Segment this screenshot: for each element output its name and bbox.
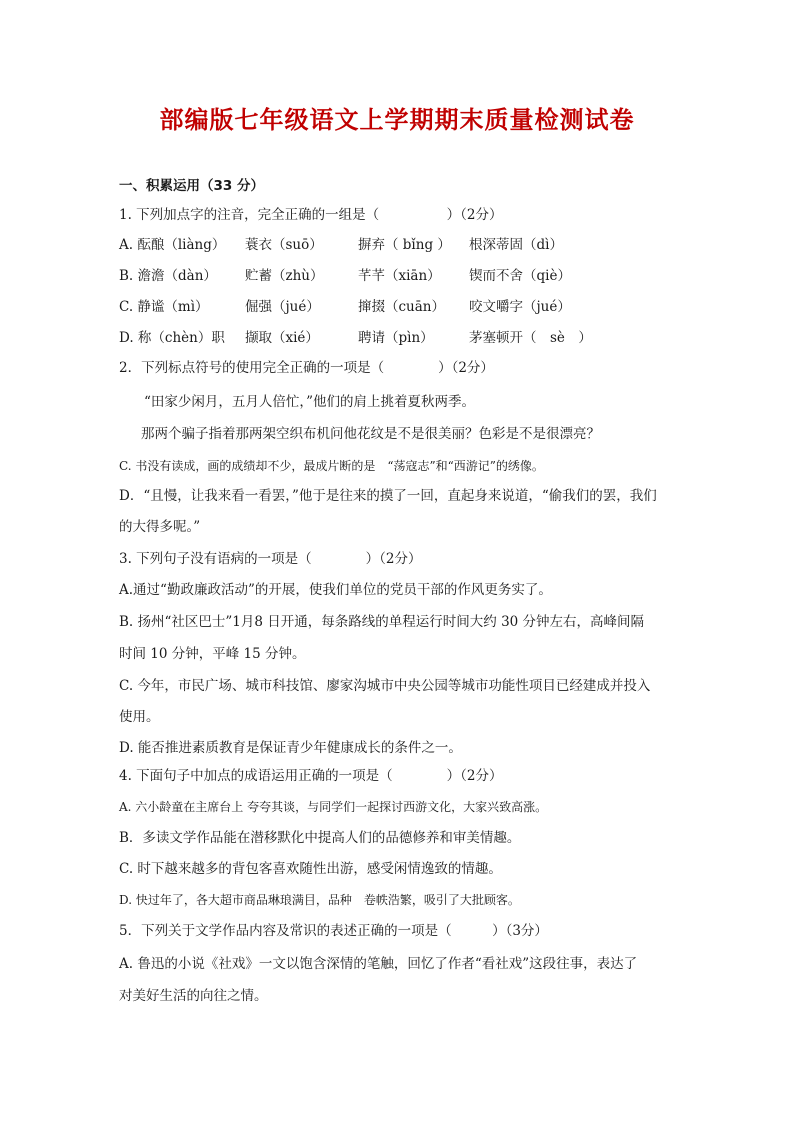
question-2-option-a: “田家少闲月，五月人倍忙，”他们的肩上挑着夏秋两季。 — [144, 394, 476, 410]
question-5-option-a-line2: 对美好生活的向往之情。 — [119, 988, 268, 1004]
question-3-stem: 3. 下列句子没有语病的一项是（ ）（2分） — [119, 551, 422, 567]
option-cell: 摒弃（ bǐng ） — [358, 237, 451, 253]
question-5-option-a-line1: A. 鲁迅的小说《社戏》一文以饱含深情的笔触，回忆了作者“看社戏”这段往事，表达了 — [119, 956, 638, 972]
question-2-option-d-line1: D．“且慢，让我来看一看罢，”他于是往来的摸了一回，直起身来说道，“偷我们的罢，我们 — [119, 488, 657, 504]
question-1-stem: 1. 下列加点字的注音，完全正确的一组是（ ）（2分） — [119, 207, 503, 223]
question-3-option-b-line1: B. 扬州“社区巴士”1月8 日开通，每条路线的单程运行时间大约 30 分钟左右，高峰间隔 — [119, 614, 645, 630]
question-2-option-c: C. 书没有读成，画的成绩却不少，最成片断的是 “荡寇志”和“西游记”的绣像。 — [119, 459, 544, 473]
option-cell: 咬文嚼字（jué） — [469, 299, 571, 315]
question-2-option-d-line2: 的大得多呢。” — [119, 519, 201, 535]
option-cell: 撺掇（cuān） — [358, 299, 445, 315]
question-3-option-b-line2: 时间 10 分钟，平峰 15 分钟。 — [119, 646, 306, 662]
option-cell: 倔强（jué） — [245, 299, 320, 315]
question-2-option-b: 那两个骗子指着那两架空织布机问他花纹是不是很美丽？色彩是不是很漂亮？ — [141, 426, 600, 442]
option-cell: 撷取（xié） — [245, 330, 319, 346]
question-3-option-d: D. 能否推进素质教育是保证青少年健康成长的条件之一。 — [119, 740, 462, 756]
page-title: 部编版七年级语文上学期期末质量检测试卷 — [159, 106, 635, 134]
option-cell: 锲而不舍（qiè） — [469, 268, 571, 284]
option-cell: 根深蒂固（dì） — [469, 237, 563, 253]
question-4-option-a: A. 六小龄童在主席台上 夸夸其谈，与同学们一起探讨西游文化，大家兴致高涨。 — [119, 800, 548, 814]
question-3-option-a: A.通过“勤政廉政活动”的开展，使我们单位的党员干部的作风更务实了。 — [119, 582, 552, 598]
section-heading: 一、积累运用（33 分） — [119, 178, 264, 194]
option-cell: 芊芊（xiān） — [358, 268, 441, 284]
question-3-option-c-line1: C. 今年，市民广场、城市科技馆、廖家沟城市中央公园等城市功能性项目已经建成并投入 — [119, 678, 651, 694]
option-cell: 蓑衣（suō） — [245, 237, 323, 253]
option-cell: 茅塞顿开（ sè ） — [469, 330, 592, 346]
question-4-stem: 4. 下面句子中加点的成语运用正确的一项是（ ）（2分） — [119, 768, 503, 784]
question-2-stem: 2．下列标点符号的使用完全正确的一项是（ ）（2分） — [119, 360, 494, 376]
option-cell: C. 静谧（mì） — [119, 299, 209, 315]
question-4-option-c: C. 时下越来越多的背包客喜欢随性出游，感受闲情逸致的情趣。 — [119, 861, 502, 877]
question-4-option-b: B．多读文学作品能在潜移默化中提高人们的品德修养和审美情趣。 — [119, 830, 521, 846]
question-5-stem: 5．下列关于文学作品内容及常识的表述正确的一项是（ ）（3分） — [119, 923, 548, 939]
option-cell: 贮蓄（zhù） — [245, 268, 324, 284]
question-4-option-d: D. 快过年了，各大超市商品琳琅满目，品种 卷帙浩繁，吸引了大批顾客。 — [119, 893, 520, 907]
option-cell: D. 称（chèn）职 — [119, 330, 225, 346]
option-cell: 聘请（pìn） — [358, 330, 434, 346]
option-cell: B. 澹澹（dàn） — [119, 268, 217, 284]
option-cell: A. 酝酿（liàng） — [119, 237, 226, 253]
question-3-option-c-line2: 使用。 — [119, 709, 160, 725]
